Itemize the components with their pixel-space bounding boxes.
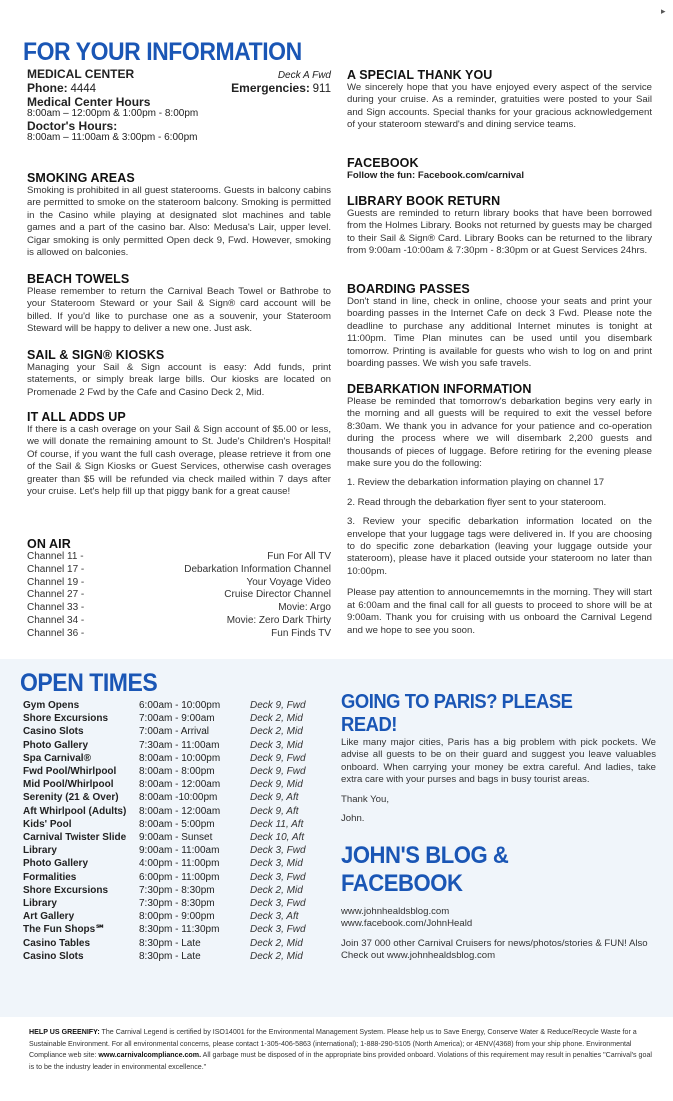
debark-step-1: 1. Review the debarkation information playing on channel 17 [347,477,605,489]
venue-hours: 7:30pm - 8:30pm [139,884,215,896]
venue-name: The Fun Shops℠ [23,924,106,936]
venue-location: Deck 3, Fwd [250,924,306,936]
library-section [347,194,652,258]
blog-text: Join 37 000 other Carnival Cruisers for news/photos/stories & FUN! Also Check out www.johnhealdsblog.com [341,937,648,962]
open-times-row [23,725,306,738]
debark-heading: DEBARKATION INFORMATION [347,382,532,396]
open-times-row [23,871,306,884]
channel-number: Channel 36 - [27,627,85,639]
venue-location: Deck 3, Mid [250,858,303,870]
open-times-row [23,712,306,725]
open-times-row [23,791,306,804]
blog-link[interactable]: www.johnhealdsblog.com [341,906,450,917]
paris-thanks: Thank You, [341,793,390,805]
page-title: FOR YOUR INFORMATION [23,38,302,66]
adds-up-heading: IT ALL ADDS UP [27,410,126,424]
compliance-link[interactable]: www.carnivalcompliance.com. [98,1051,202,1060]
page-corner-mark: ▸ [661,6,666,16]
beach-towels-section [27,272,331,336]
open-times-row [23,923,306,936]
facebook-heading: FACEBOOK [347,156,419,170]
venue-hours: 7:00am - 9:00am [139,713,215,725]
venue-name: Kids' Pool [23,818,72,830]
venue-location: Deck 2, Mid [250,884,303,896]
venue-name: Fwd Pool/Whirlpool [23,766,117,778]
venue-name: Mid Pool/Whirlpool [23,779,114,791]
adds-up-text: If there is a cash overage on your Sail & Sign account of $5.00 or less, we will donate the remaining amount to St. Jude's Children's Hospital! Of course, if you want the full cash overage, please retrieve it from one of the Sail & Sign Kiosks or Guest Services, otherwise cash overages greater than $5 will be refunded via check mailed within 7 days after your cruise. Let's help fill up that piggy bank for a great cause! [27,424,331,498]
venue-hours: 7:30pm - 8:30pm [139,898,215,910]
channel-show: Fun For All TV [267,551,331,562]
venue-location: Deck 9, Fwd [250,766,306,778]
open-times-row [23,699,306,712]
smoking-section [27,171,331,259]
venue-hours: 8:30pm - Late [139,950,201,962]
open-times-row [23,857,306,870]
venue-location: Deck 11, Aft [250,818,304,830]
library-heading: LIBRARY BOOK RETURN [347,194,501,208]
venue-hours: 8:00am - 12:00am [139,779,221,791]
venue-hours: 8:00am - 8:00pm [139,766,215,778]
debarkation-section [347,382,652,637]
venue-name: Photo Gallery [23,739,89,751]
open-times-row [23,910,306,923]
venue-name: Shore Excursions [23,713,109,725]
emergencies-number: 911 [312,83,331,95]
medical-location: Deck A Fwd [277,70,331,81]
emergencies-label: Emergencies: [231,81,310,95]
thanks-text: We sincerely hope that you have enjoyed every aspect of the service during your cruise. As a reminder, gratuities were posted to your Sail and Sign accounts. Special thanks for your gracious acknowledgement of your stateroom steward's and dining service teams. [347,82,652,131]
venue-location: Deck 9, Fwd [250,752,306,764]
channel-row [27,577,331,590]
venue-name: Aft Whirlpool (Adults) [23,805,127,817]
open-times-row [23,897,306,910]
open-times-row [23,950,306,963]
venue-hours: 7:00am - Arrival [139,726,210,738]
paris-title: GOING TO PARIS? PLEASE READ! [341,691,573,736]
venue-name: Serenity (21 & Over) [23,792,119,804]
venue-name: Photo Gallery [23,858,89,870]
thanks-heading: A SPECIAL THANK YOU [347,68,493,82]
open-times-row [23,752,306,765]
venue-hours: 8:00am -10:00pm [139,792,218,804]
channel-show: Movie: Argo [278,602,331,614]
channel-number: Channel 19 - [27,576,85,588]
library-text: Guests are reminded to return library books that have been borrowed from the Holmes Library. Books not returned by guests may be charged to their Sail & Sign® Card. Library Books can be returned to the library from 9:00am -10:00am & 7:30pm - 8:30pm or at Guest Services 24hrs. [347,208,652,257]
channel-row [27,589,331,602]
thank-you-section [347,68,652,132]
venue-hours: 8:30pm - 11:30pm [139,924,220,936]
channel-number: Channel 34 - [27,614,85,626]
venue-location: Deck 3, Aft [250,911,299,923]
paris-signature: John. [341,813,365,825]
open-times-row [23,818,306,831]
channel-row [27,564,331,577]
channel-row [27,615,331,628]
channel-row [27,602,331,615]
open-times-row [23,739,306,752]
venue-location: Deck 2, Mid [250,713,303,725]
venue-name: Spa Carnival® [23,752,91,764]
venue-name: Shore Excursions [23,884,109,896]
boarding-heading: BOARDING PASSES [347,282,470,296]
venue-location: Deck 10, Aft [250,832,305,844]
phone-number: 4444 [70,83,97,95]
venue-location: Deck 3, Fwd [250,845,306,857]
open-times-row [23,805,306,818]
on-air-section [27,537,331,641]
venue-location: Deck 3, Fwd [250,871,306,883]
venue-hours: 8:00am - 12:00am [139,805,221,817]
facebook-section [347,156,652,182]
channel-number: Channel 11 - [27,551,84,562]
venue-name: Casino Tables [23,937,91,949]
kiosks-text: Managing your Sail & Sign account is easy: Add funds, print statements, or simply break large bills. Our kiosks are located on Promenade 2 Fwd by the Cafe and Casino Deck 2, Mid. [27,362,331,398]
channel-row [27,551,331,564]
venue-hours: 8:00pm - 9:00pm [139,911,215,923]
towels-text: Please remember to return the Carnival Beach Towel or Bathrobe to your Stateroom Steward or your Sail & Sign® card account will be billed. If you'd like to purchase one as a souvenir, your Stateroom Steward will be happy to deliver a new one. Just ask. [27,286,331,335]
venue-location: Deck 2, Mid [250,937,303,949]
channel-show: Your Voyage Video [246,576,331,588]
paris-section [341,691,656,825]
boarding-text: Don't stand in line, check in online, choose your seats and print your boarding passes in the Internet Cafe on deck 3 Fwd. Please note the deadline to purchase any additional Internet minutes is tonight at 11:00pm. Time Plan minutes can be used until you disembark tomorrow. Printing is available for guests who wish to log on and print boarding passes. We wish you safe travels. [347,296,652,370]
smoking-heading: SMOKING AREAS [27,171,135,185]
facebook-link[interactable]: www.facebook.com/JohnHeald [341,918,473,930]
venue-location: Deck 2, Mid [250,950,303,962]
channel-row [27,628,331,641]
blog-section [341,842,656,963]
channel-show: Fun Finds TV [271,627,331,639]
footer-lead: HELP US GREENIFY: [29,1028,100,1036]
kiosks-section [27,348,331,399]
venue-name: Formalities [23,871,77,883]
venue-hours: 6:00pm - 11:00pm [139,871,220,883]
facebook-text: Follow the fun: Facebook.com/carnival [347,170,524,181]
venue-name: Casino Slots [23,726,84,738]
open-times-row [23,844,306,857]
debark-intro: Please be reminded that tomorrow's debarkation begins very early in the morning and all guests will be required to exit the vessel before 8:30am. We thank you in advance for your patience and co-operation during the process where we will disembark 2,200 guests and thousands of pieces of luggage. Before retiring for the evening please make sure you do the following: [347,396,652,470]
footer-text-1: The Carnival Legend is certified by ISO14001 for the Environmental Management System. Please help us to Save Energy, Conserve Water & Reduce/Recycle Waste for a Sustainable Environment. For all environmental concerns, please contact 1-305-406-5863 (international); 1-888-290-5105 (North America); or 4ENV(4368) from your ship phone. Environmental Compliance web site: [29,1028,637,1060]
open-times-row [23,778,306,791]
medical-center-section [27,68,331,144]
venue-name: Gym Opens [23,700,80,711]
open-times-table [23,699,306,963]
open-times-row [23,831,306,844]
adds-up-section [27,410,331,498]
greenify-footer [29,1027,652,1073]
venue-location: Deck 9, Aft [250,805,299,817]
venue-hours: 8:00am - 5:00pm [139,818,215,830]
boarding-section [347,282,652,370]
doctor-hours-heading: Doctor's Hours: [27,119,118,133]
venue-hours: 7:30am - 11:00am [139,739,220,751]
venue-hours: 8:30pm - Late [139,937,201,949]
venue-hours: 9:00am - Sunset [139,832,213,844]
venue-name: Carnival Twister Slide [23,832,127,844]
channel-number: Channel 27 - [27,589,85,601]
debark-step-3: 3. Review your specific debarkation information located on the envelope that your luggage tags were delivered in. If you are choosing to do specific zone debarkation (leaving your luggage outside your stateroom), please have it placed outside your stateroom no later than 10:00pm. [347,516,652,577]
open-times-row [23,937,306,950]
venue-hours: 4:00pm - 11:00pm [139,858,220,870]
towels-heading: BEACH TOWELS [27,272,130,286]
venue-location: Deck 3, Mid [250,739,303,751]
channel-show: Cruise Director Channel [224,589,331,601]
paris-text: Like many major cities, Paris has a big problem with pick pockets. We advise all guests to be on their guard and suggest you leave valuables onboard. When carrying your money be extra careful. And ladies, take extra care with your purses and bags in busy tourist areas. [341,737,656,786]
medical-hours: 8:00am – 12:00pm & 1:00pm - 8:00pm [27,108,199,119]
venue-location: Deck 9, Fwd [250,700,306,711]
open-times-row [23,884,306,897]
venue-hours: 9:00am - 11:00am [139,845,220,857]
venue-name: Casino Slots [23,950,84,962]
venue-location: Deck 2, Mid [250,726,303,738]
open-times-row [23,765,306,778]
channel-number: Channel 33 - [27,602,85,614]
venue-location: Deck 9, Aft [250,792,299,804]
phone-label: Phone: [27,81,68,95]
on-air-heading: ON AIR [27,537,71,551]
kiosks-heading: SAIL & SIGN® KIOSKS [27,348,165,362]
doctor-hours: 8:00am – 11:00am & 3:00pm - 6:00pm [27,132,198,143]
footer-text-2: All garbage must be disposed of in the appropriate bins provided onboard. Violations of this requirement may result in penalties "Carnival's goal is to be the industry leader in environmental excellence." [29,1051,652,1071]
venue-location: Deck 3, Fwd [250,898,306,910]
venue-name: Library [23,898,57,910]
venue-hours: 6:00am - 10:00pm [139,700,221,711]
channel-show: Debarkation Information Channel [184,563,331,575]
channel-number: Channel 17 - [27,563,85,575]
channel-show: Movie: Zero Dark Thirty [226,614,331,626]
debark-step-2: 2. Read through the debarkation flyer sent to your stateroom. [347,496,607,508]
venue-name: Library [23,845,57,857]
venue-location: Deck 9, Mid [250,779,303,791]
venue-hours: 8:00am - 10:00pm [139,752,221,764]
medical-heading: MEDICAL CENTER [27,67,135,81]
debark-closing: Please pay attention to announcememnts in the morning. They will start at 6:00am and the final call for all guests to proceed to shore will be at 9:00am. Thank you for cruising with us onboard the Carnival Legend and we hope to see you soon. [347,587,652,636]
open-times-title: OPEN TIMES [20,669,158,697]
smoking-text: Smoking is prohibited in all guest staterooms. Guests in balcony cabins are permitted to smoke on the stateroom balcony. Smoking is permitted in the Casino while playing at designated slot machines and table games and a part of the casino bar. Also: Medusa's Lair, upper level. Cigar smoking is only permitted Open deck 9, Fwd. However, smoking is allowed on balconies. [27,185,331,259]
blog-title: JOHN'S BLOG & FACEBOOK [341,842,509,897]
venue-name: Art Gallery [23,911,75,923]
medical-hours-heading: Medical Center Hours [27,95,151,109]
